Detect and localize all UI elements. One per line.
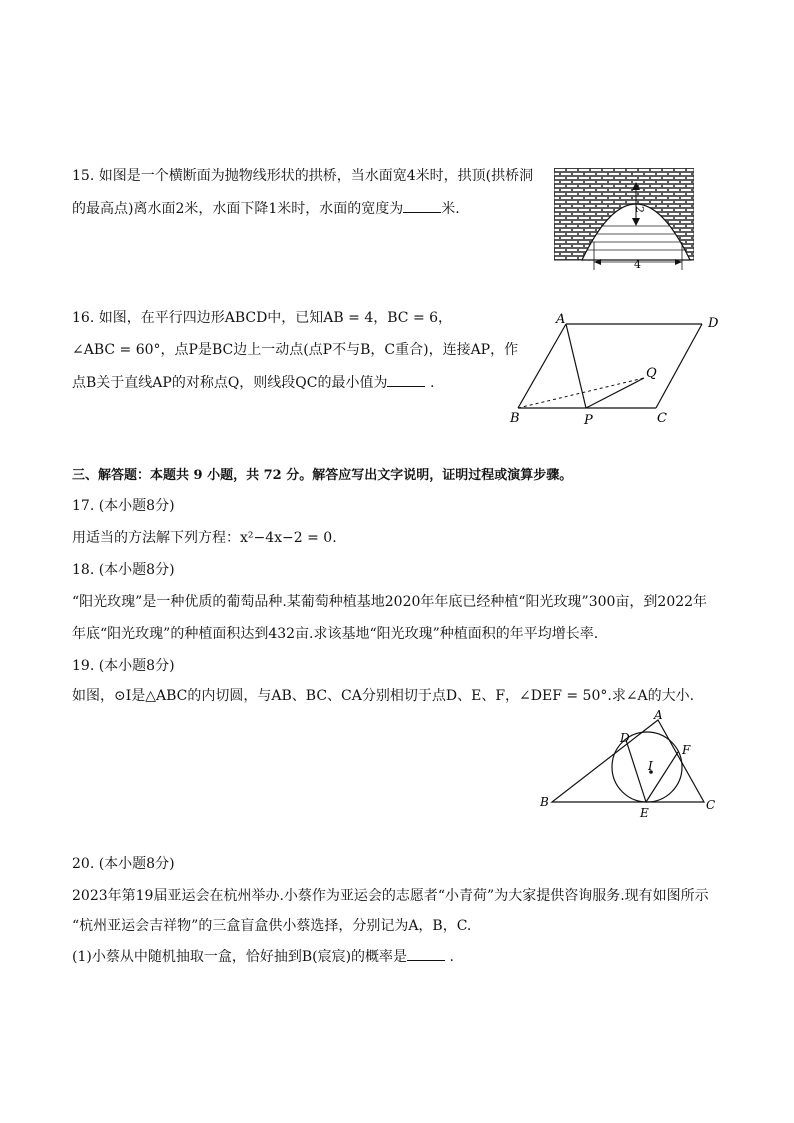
q18-header: 18. (本小题8分): [72, 562, 175, 578]
q16-line2: ∠ABC = 60°，点P是BC边上一动点(点P不与B，C重合)，连接AP，作: [72, 342, 519, 358]
label-I: I: [648, 759, 653, 773]
label-A: A: [654, 708, 663, 722]
q20-line2: “杭州亚运会吉祥物”的三盒盲盒供小蔡选择，分别记为A，B，C.: [72, 918, 472, 934]
label-B: B: [510, 411, 520, 426]
parallelogram-figure: [506, 310, 726, 430]
height-label: 2: [633, 206, 646, 213]
label-B: B: [540, 795, 549, 809]
label-D: D: [708, 316, 719, 331]
q20-line1: 2023年第19届亚运会在杭州举办.小蔡作为亚运会的志愿者“小青荷”为大家提供咨询服务.现有如图所示: [72, 888, 709, 904]
q17-header: 17. (本小题8分): [72, 498, 175, 514]
q15-line1: 15. 如图是一个横断面为抛物线形状的拱桥，当水面宽4米时，拱顶(拱桥洞: [72, 168, 534, 184]
q20-sub1-end: .: [449, 949, 454, 965]
q15-line2-end: 米.: [441, 201, 460, 217]
section-heading: 三、解答题：本题共 9 小题，共 72 分。解答应写出文字说明，证明过程或演算步骤。: [72, 468, 573, 483]
incircle-figure: [536, 706, 726, 822]
q16-line3: [72, 372, 434, 393]
q16-line3-end: .: [429, 375, 435, 391]
q18-line1: “阳光玫瑰”是一种优质的葡萄品种.某葡萄种植基地2020年年底已经种植“阳光玫瑰”300亩，到2022年: [72, 594, 708, 610]
label-P: P: [584, 413, 593, 428]
q15-line2: [72, 198, 460, 219]
q19-body: 如图，⊙I是△ABC的内切圆，与AB、BC、CA分别相切于点D、E、F，∠DEF = 50°.求∠A的大小.: [72, 688, 695, 704]
answer-blank: [403, 198, 441, 213]
label-A: A: [556, 312, 566, 327]
q19-header: 19. (本小题8分): [72, 658, 175, 674]
arch-bridge-figure: [554, 168, 694, 270]
label-C: C: [706, 798, 716, 812]
answer-blank: [387, 372, 425, 387]
q20-sub1-text: (1)小蔡从中随机抽取一盒，恰好抽到B(宸宸)的概率是: [72, 949, 408, 965]
label-C: C: [657, 411, 667, 426]
answer-blank: [407, 946, 445, 961]
label-D: D: [620, 731, 630, 745]
q20-header: 20. (本小题8分): [72, 856, 175, 872]
label-Q: Q: [646, 366, 657, 381]
width-label: 4: [634, 258, 641, 270]
q17-body: 用适当的方法解下列方程：x²−4x−2 = 0.: [72, 530, 337, 546]
label-F: F: [682, 743, 691, 757]
q16-line1: 16. 如图，在平行四边形ABCD中，已知AB = 4，BC = 6，: [72, 310, 453, 326]
q15-line2-text: 的最高点)离水面2米，水面下降1米时，水面的宽度为: [72, 201, 404, 217]
label-E: E: [640, 806, 649, 820]
q16-line3-text: 点B关于直线AP的对称点Q，则线段QC的最小值为: [72, 375, 388, 391]
q18-line2: 年底“阳光玫瑰”的种植面积达到432亩.求该基地“阳光玫瑰”种植面积的年平均增长率.: [72, 626, 599, 642]
q20-sub1: [72, 946, 454, 967]
